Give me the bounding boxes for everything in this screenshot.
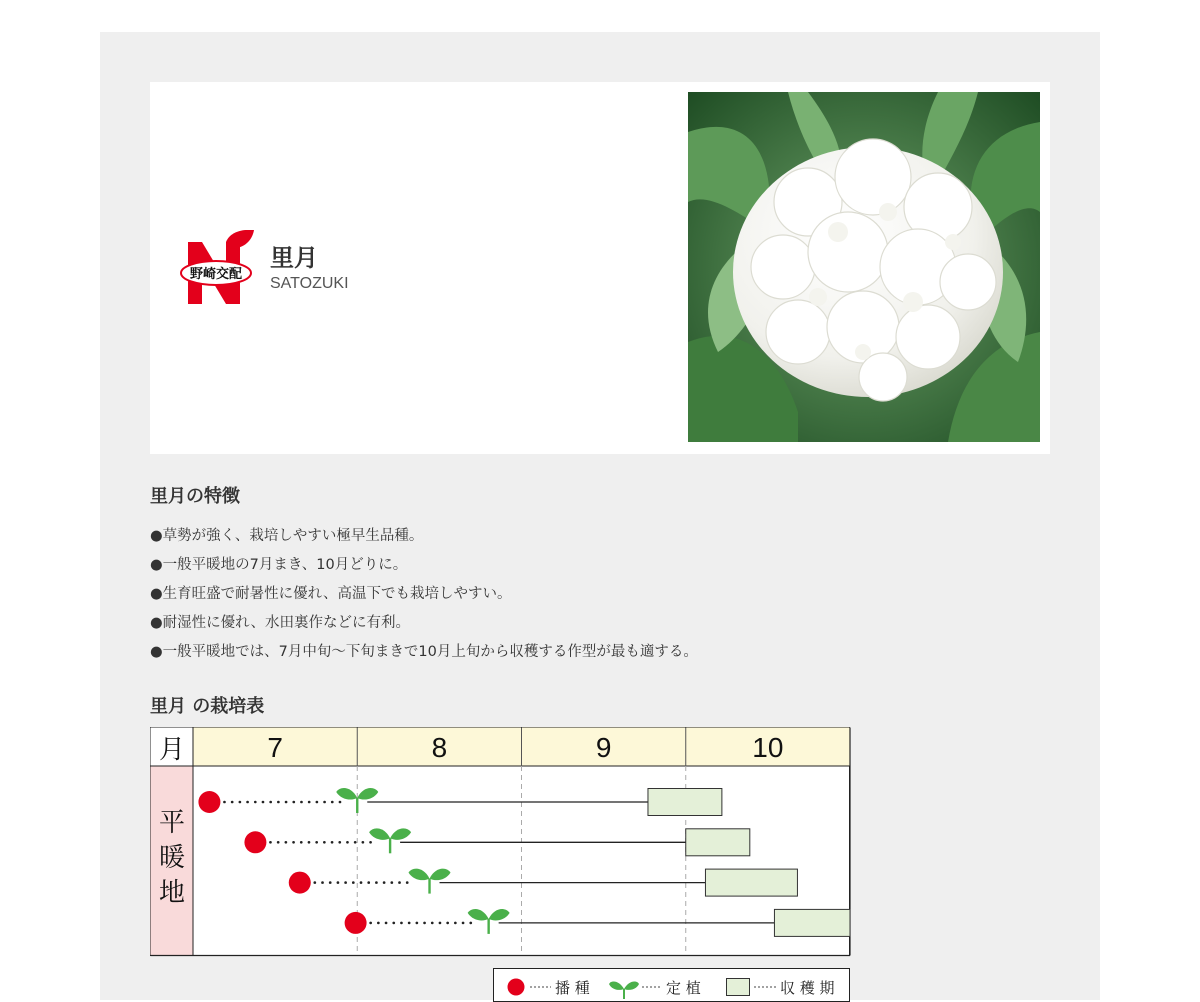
list-item: ●草勢が強く、栽培しやすい極早生品種。 — [150, 528, 424, 544]
cauliflower-photo — [688, 92, 1040, 442]
month-label: 9 — [595, 732, 612, 763]
variety-romanized-name: SATOZUKI — [270, 275, 349, 292]
region-label-char: 暖 — [158, 843, 186, 873]
harvest-legend-label: 収 穫 期 — [780, 979, 835, 997]
sowing-legend-icon — [508, 979, 525, 996]
list-item: ●一般平暖地では、7月中旬〜下旬まきで10月上旬から収穫する作型が最も適する。 — [150, 644, 698, 660]
harvest-period-bar — [648, 789, 722, 816]
harvest-period-bar — [774, 909, 850, 936]
region-label-char: 平 — [158, 808, 186, 838]
nozaki-brand-logo — [180, 230, 256, 308]
content-panel — [100, 32, 1100, 1000]
month-header-label: 月 — [158, 735, 186, 765]
schedule-title: 里月 の栽培表 — [150, 696, 265, 717]
sowing-marker — [289, 872, 311, 894]
harvest-period-bar — [686, 829, 750, 856]
harvest-legend-icon — [727, 979, 750, 996]
variety-name: 里月 — [270, 244, 318, 272]
chart-legend — [494, 969, 850, 1002]
sowing-marker — [244, 831, 266, 853]
sowing-marker — [198, 791, 220, 813]
month-label: 7 — [267, 732, 283, 763]
harvest-period-bar — [705, 869, 797, 896]
sowing-marker — [345, 912, 367, 934]
list-item: ●生育旺盛で耐暑性に優れ、高温下でも栽培しやすい。 — [150, 586, 512, 602]
month-label: 8 — [431, 732, 448, 763]
list-item: ●耐湿性に優れ、水田裏作などに有利。 — [150, 615, 411, 631]
planting-legend-label: 定 植 — [666, 979, 701, 997]
features-title: 里月の特徴 — [150, 486, 240, 507]
sowing-legend-label: 播 種 — [555, 979, 590, 997]
region-label-char: 地 — [158, 878, 186, 908]
cultivation-schedule-chart — [150, 727, 852, 1002]
feature-list — [150, 522, 698, 667]
brand-label: 野崎交配 — [189, 267, 243, 282]
month-label: 10 — [752, 732, 784, 763]
variety-header-card — [150, 82, 1050, 454]
list-item: ●一般平暖地の7月まき、10月どりに。 — [150, 557, 408, 573]
